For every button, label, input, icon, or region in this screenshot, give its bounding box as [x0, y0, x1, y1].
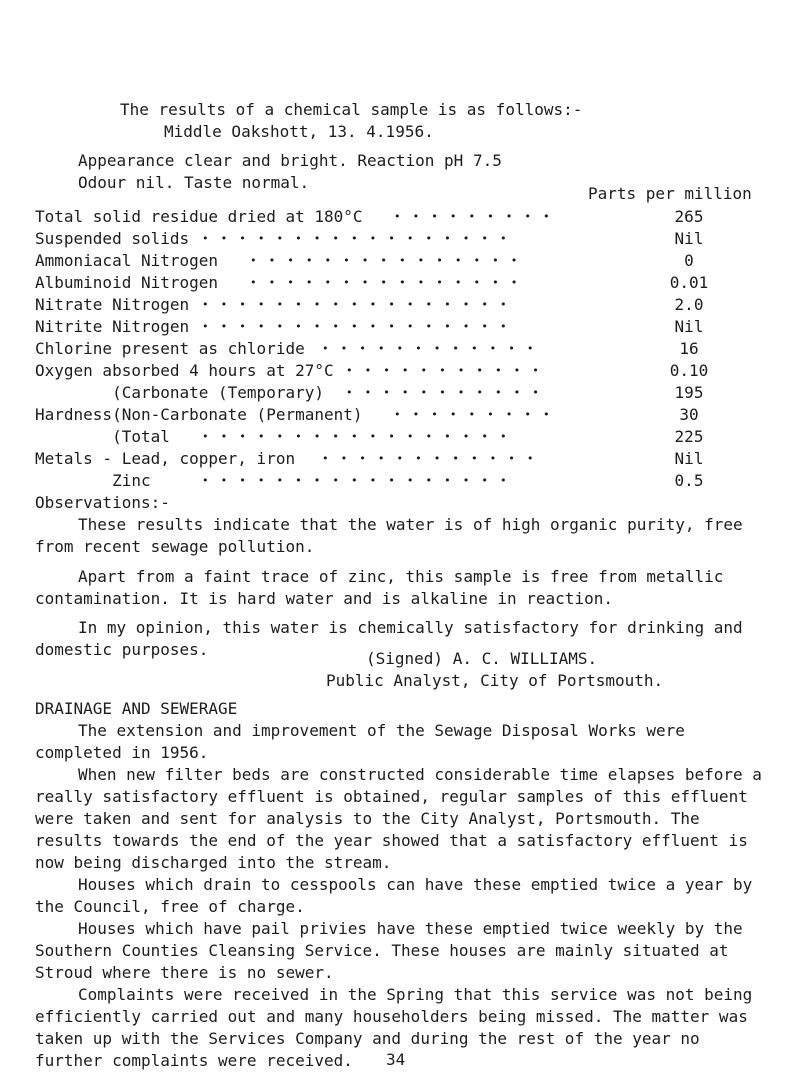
sample-location: Middle Oakshott, 13. 4.1956. [164, 122, 434, 141]
observations-heading: Observations:- [35, 493, 170, 512]
result-label: Ammoniacal Nitrogen [35, 251, 219, 270]
result-label: Zinc [35, 471, 151, 490]
leader-dots: •••••••••••• [322, 342, 546, 355]
result-label: Chlorine present as chloride [35, 339, 305, 358]
drainage-paragraph-3: Houses which drain to cesspools can have these emptied twice a year by the Council, free of charge. [35, 875, 753, 916]
leader-dots: ••••••••••• [346, 386, 551, 399]
signature-title: Public Analyst, City of Portsmouth. [326, 671, 664, 690]
result-label: (Carbonate (Temporary) [35, 383, 324, 402]
page-number: 34 [386, 1050, 406, 1069]
result-label: Albuminoid Nitrogen [35, 273, 219, 292]
odour-line: Odour nil. Taste normal. [78, 173, 310, 192]
units-label: Parts per million [588, 184, 752, 203]
drainage-paragraph-1: The extension and improvement of the Sewage Disposal Works were completed in 1956. [35, 721, 685, 762]
result-value: Nil [674, 229, 704, 248]
leader-dots: ••••••••••••••••• [202, 232, 519, 245]
result-value: 0.10 [669, 361, 709, 380]
result-label: Nitrate Nitrogen [35, 295, 190, 314]
result-label: Metals - Lead, copper, iron [35, 449, 296, 468]
drainage-heading: DRAINAGE AND SEWERAGE [35, 699, 238, 718]
leader-dots: ••••••••••••••• [250, 276, 530, 289]
signature: (Signed) A. C. WILLIAMS. [366, 649, 598, 668]
leader-dots: •••••••••••• [322, 452, 546, 465]
leader-dots: ••••••••••• [346, 364, 551, 377]
result-value: 225 [674, 427, 704, 446]
result-value: 16 [679, 339, 699, 358]
drainage-paragraph-5: Complaints were received in the Spring that this service was not being efficiently carried out and many householders being missed. The matter was taken up with the Services Company and during the rest of the year no further complaints were received. [35, 985, 753, 1070]
leader-dots: ••••••••• [394, 210, 562, 223]
result-value: 2.0 [674, 295, 704, 314]
intro-line: The results of a chemical sample is as follows:- [120, 100, 583, 119]
result-label: Suspended solids [35, 229, 190, 248]
leader-dots: ••••••••••••••• [250, 254, 530, 267]
leader-dots: ••••••••••••••••• [202, 320, 519, 333]
result-value: 0 [684, 251, 694, 270]
leader-dots: ••••••••• [394, 408, 562, 421]
leader-dots: ••••••••••••••••• [202, 430, 519, 443]
result-value: 0.5 [674, 471, 704, 490]
result-label: Hardness(Non-Carbonate (Permanent) [35, 405, 363, 424]
result-value: Nil [674, 317, 704, 336]
observation-paragraph-2: Apart from a faint trace of zinc, this sample is free from metallic contamination. It is hard water and is alkaline in reaction. [35, 567, 724, 608]
result-label: (Total [35, 427, 170, 446]
result-value: 0.01 [669, 273, 709, 292]
result-value: Nil [674, 449, 704, 468]
result-label: Oxygen absorbed 4 hours at 27°C [35, 361, 334, 380]
appearance-line: Appearance clear and bright. Reaction pH 7.5 [78, 151, 502, 170]
observation-paragraph-1: These results indicate that the water is of high organic purity, free from recent sewage pollution. [35, 515, 743, 556]
result-label: Nitrite Nitrogen [35, 317, 190, 336]
result-value: 30 [679, 405, 699, 424]
drainage-paragraph-4: Houses which have pail privies have these emptied twice weekly by the Southern Counties Cleansing Service. These houses are mainly situated at Stroud where there is no sewer. [35, 919, 743, 982]
leader-dots: ••••••••••••••••• [202, 298, 519, 311]
result-value: 195 [674, 383, 704, 402]
drainage-paragraph-2: When new filter beds are constructed considerable time elapses before a really satisfactory effluent is obtained, regular samples of this effluent were taken and sent for analysis to the City Analyst, Portsmouth. The results towards the end of the year showed that a satisfactory effluent is now being discharged into the stream. [35, 765, 762, 872]
leader-dots: ••••••••••••••••• [202, 474, 519, 487]
result-value: 265 [674, 207, 704, 226]
observation-paragraph-3: In my opinion, this water is chemically satisfactory for drinking and domestic purposes. [35, 618, 743, 659]
result-label: Total solid residue dried at 180°C [35, 207, 363, 226]
